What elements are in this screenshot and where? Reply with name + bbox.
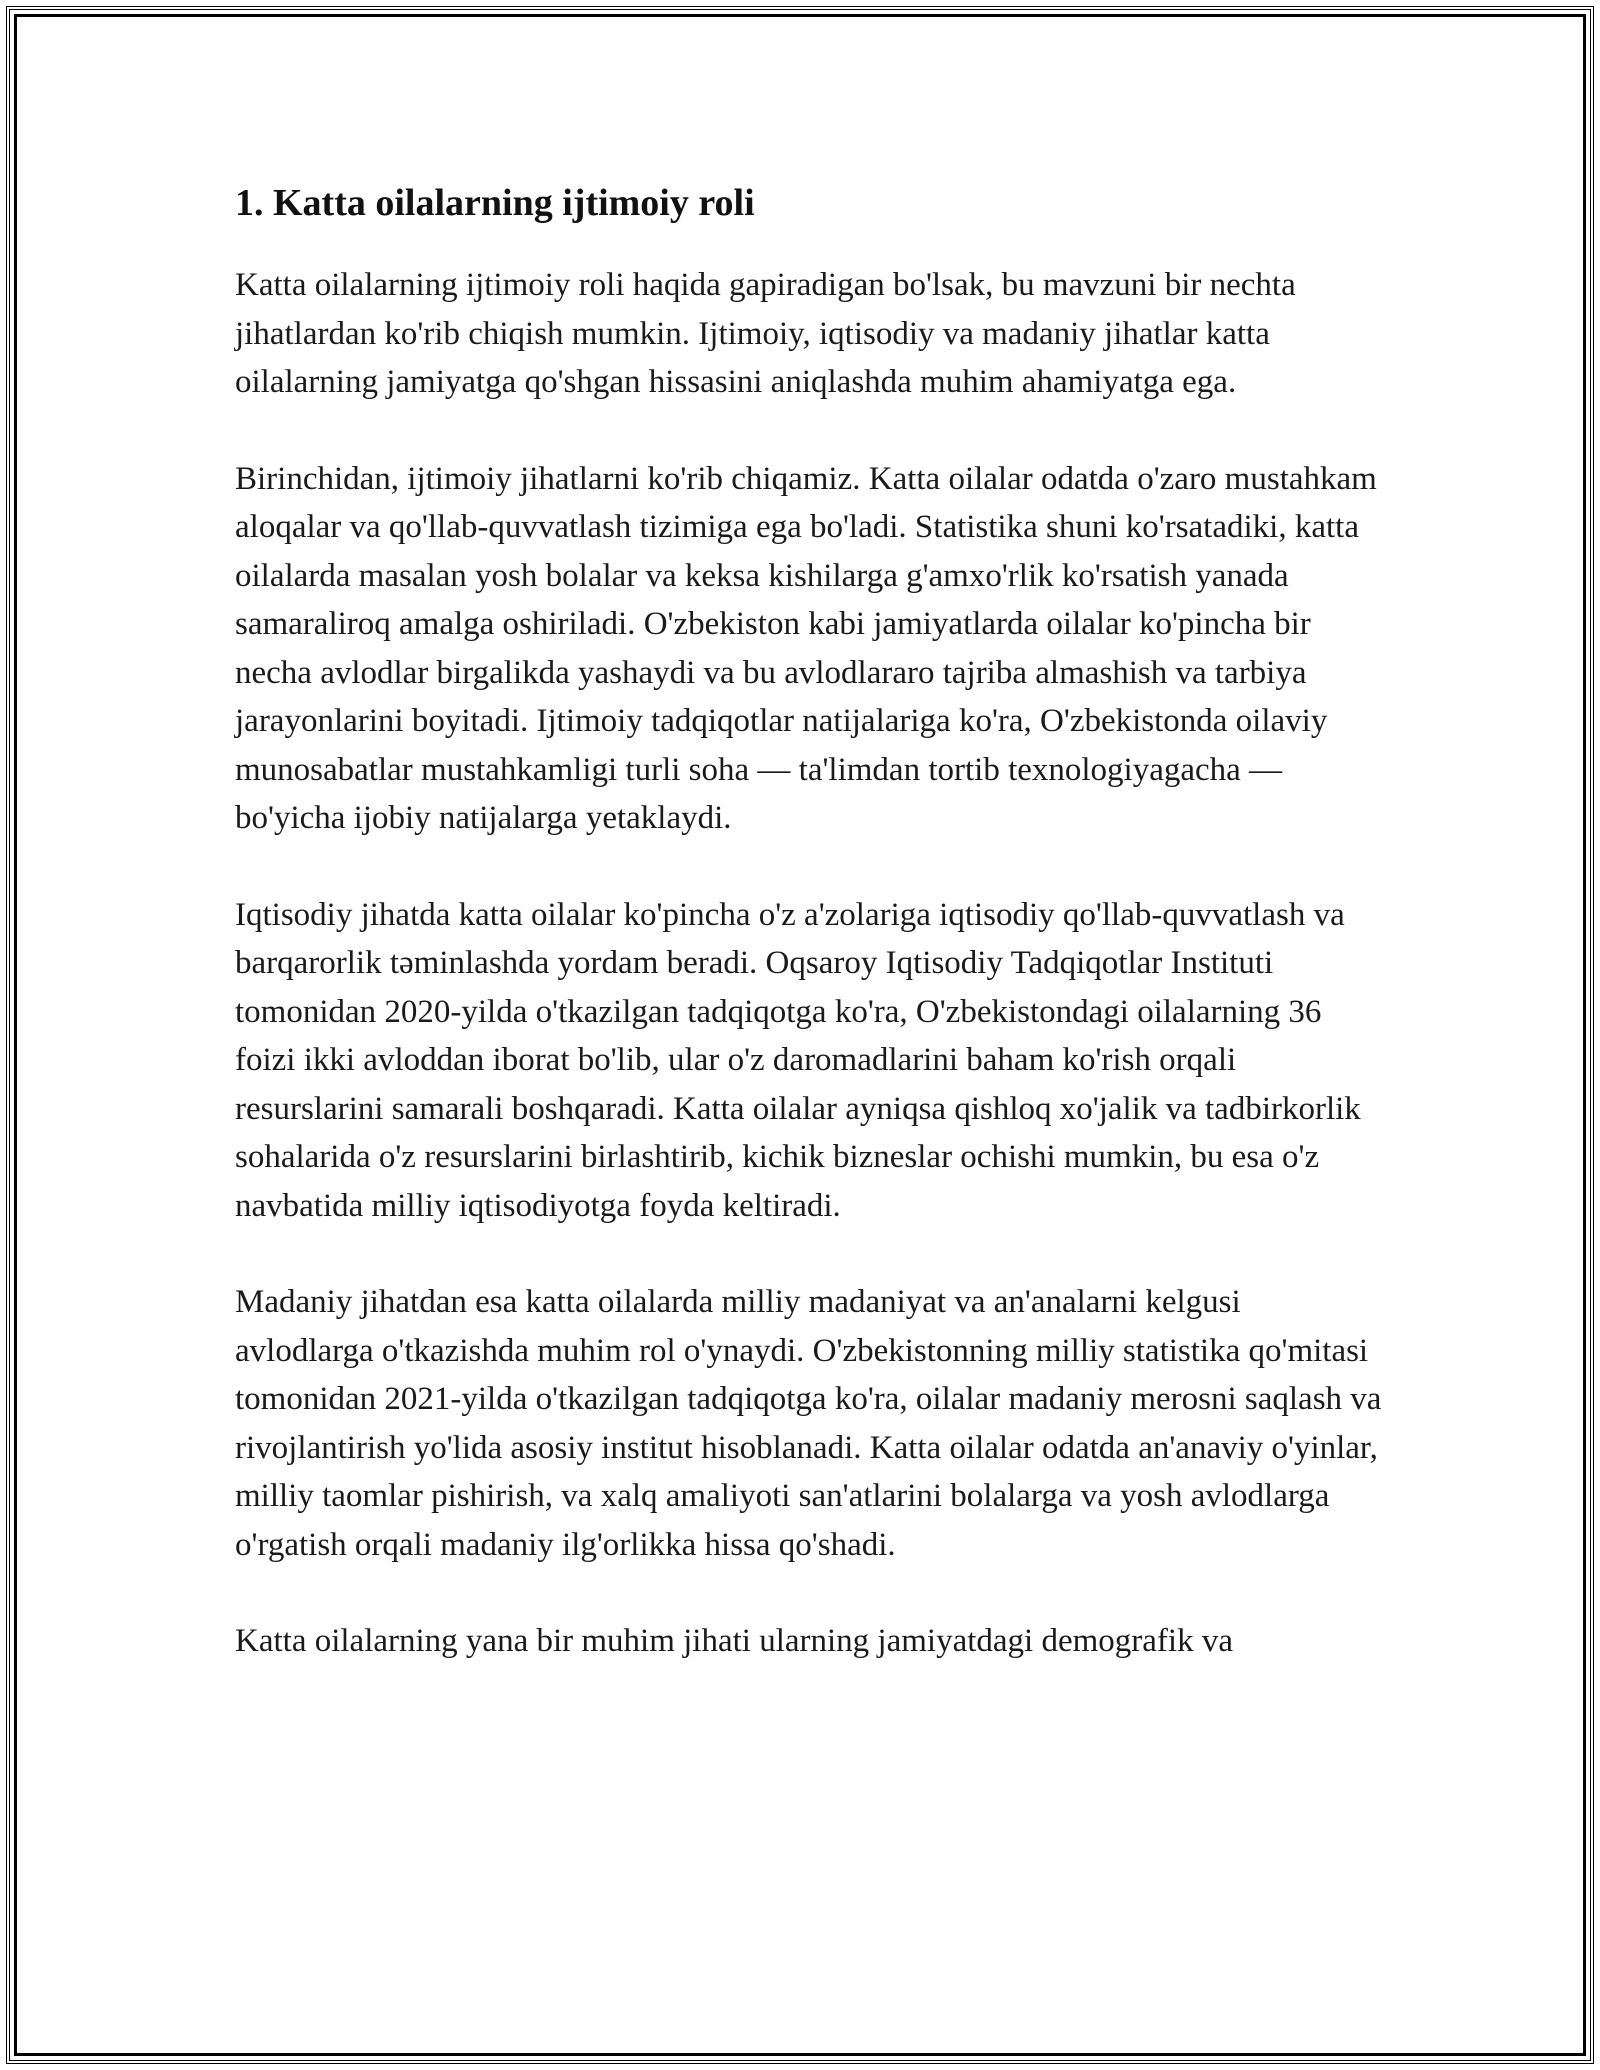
paragraph-economic: Iqtisodiy jihatda katta oilalar ko'pincha o'z a'zolariga iqtisodiy qo'llab-quvvatlash va barqarorlik təminlashda yordam beradi. Oqsaroy Iqtisodiy Tadqiqotlar Instituti tomonidan 2020-yilda o'tkazilgan tadqiqotga ko'ra, O'zbekistondagi oilalarning 36 foizi ikki avloddan iborat bo'lib, ular o'z daromadlarini baham ko'rish orqali resurslarini samarali boshqaradi. Katta oilalar ayniqsa qishloq xo'jalik va tadbirkorlik sohalarida o'z resurslarini birlashtirib, kichik bizneslar ochishi mumkin, bu esa o'z navbatida milliy iqtisodiyotga foyda keltiradi. bbox=[235, 896, 1361, 1224]
paragraph-cultural: Madaniy jihatdan esa katta oilalarda milliy madaniyat va an'analarni kelgusi avlodlarga o'tkazishda muhim rol o'ynaydi. O'zbekistonning milliy statistika qo'mitasi tomonidan 2021-yilda o'tkazilgan tadqiqotga ko'ra, oilalar madaniy merosni saqlash va rivojlantirish yo'lida asosiy institut hisoblanadi. Katta oilalar odatda an'anaviy o'yinlar, milliy taomlar pishirish, va xalq amaliyoti san'atlarini bolalarga va yosh avlodlarga o'rgatish orqali madaniy ilg'orlikka hissa qo'shadi. bbox=[235, 1284, 1382, 1563]
document-body bbox=[235, 178, 1385, 1714]
paragraph-demographic: Katta oilalarning yana bir muhim jihati ularning jamiyatdagi demografik va bbox=[235, 1623, 1233, 1660]
paragraph-intro: Katta oilalarning ijtimoiy roli haqida gapiradigan bo'lsak, bu mavzuni bir nechta jihatlardan ko'rib chiqish mumkin. Ijtimoiy, iqtisodiy va madaniy jihatlar katta oilalarning jamiyatga qo'shgan hissasini aniqlashda muhim ahamiyatga ega. bbox=[235, 267, 1296, 401]
section-heading: 1. Katta oilalarning ijtimoiy roli bbox=[235, 182, 755, 224]
paragraph-social: Birinchidan, ijtimoiy jihatlarni ko'rib chiqamiz. Katta oilalar odatda o'zaro mustahkam aloqalar va qo'llab-quvvatlash tizimiga ega bo'ladi. Statistika shuni ko'rsatadiki, katta oilalarda masalan yosh bolalar va keksa kishilarga g'amxo'rlik ko'rsatish yanada samaraliroq amalga oshiriladi. O'zbekiston kabi jamiyatlarda oilalar ko'pincha bir necha avlodlar birgalikda yashaydi va bu avlodlararo tajriba almashish va tarbiya jarayonlarini boyitadi. Ijtimoiy tadqiqotlar natijalariga ko'ra, O'zbekistonda oilaviy munosabatlar mustahkamligi turli soha — ta'limdan tortib texnologiyagacha — bo'yicha ijobiy natijalarga yetaklaydi. bbox=[235, 460, 1377, 837]
